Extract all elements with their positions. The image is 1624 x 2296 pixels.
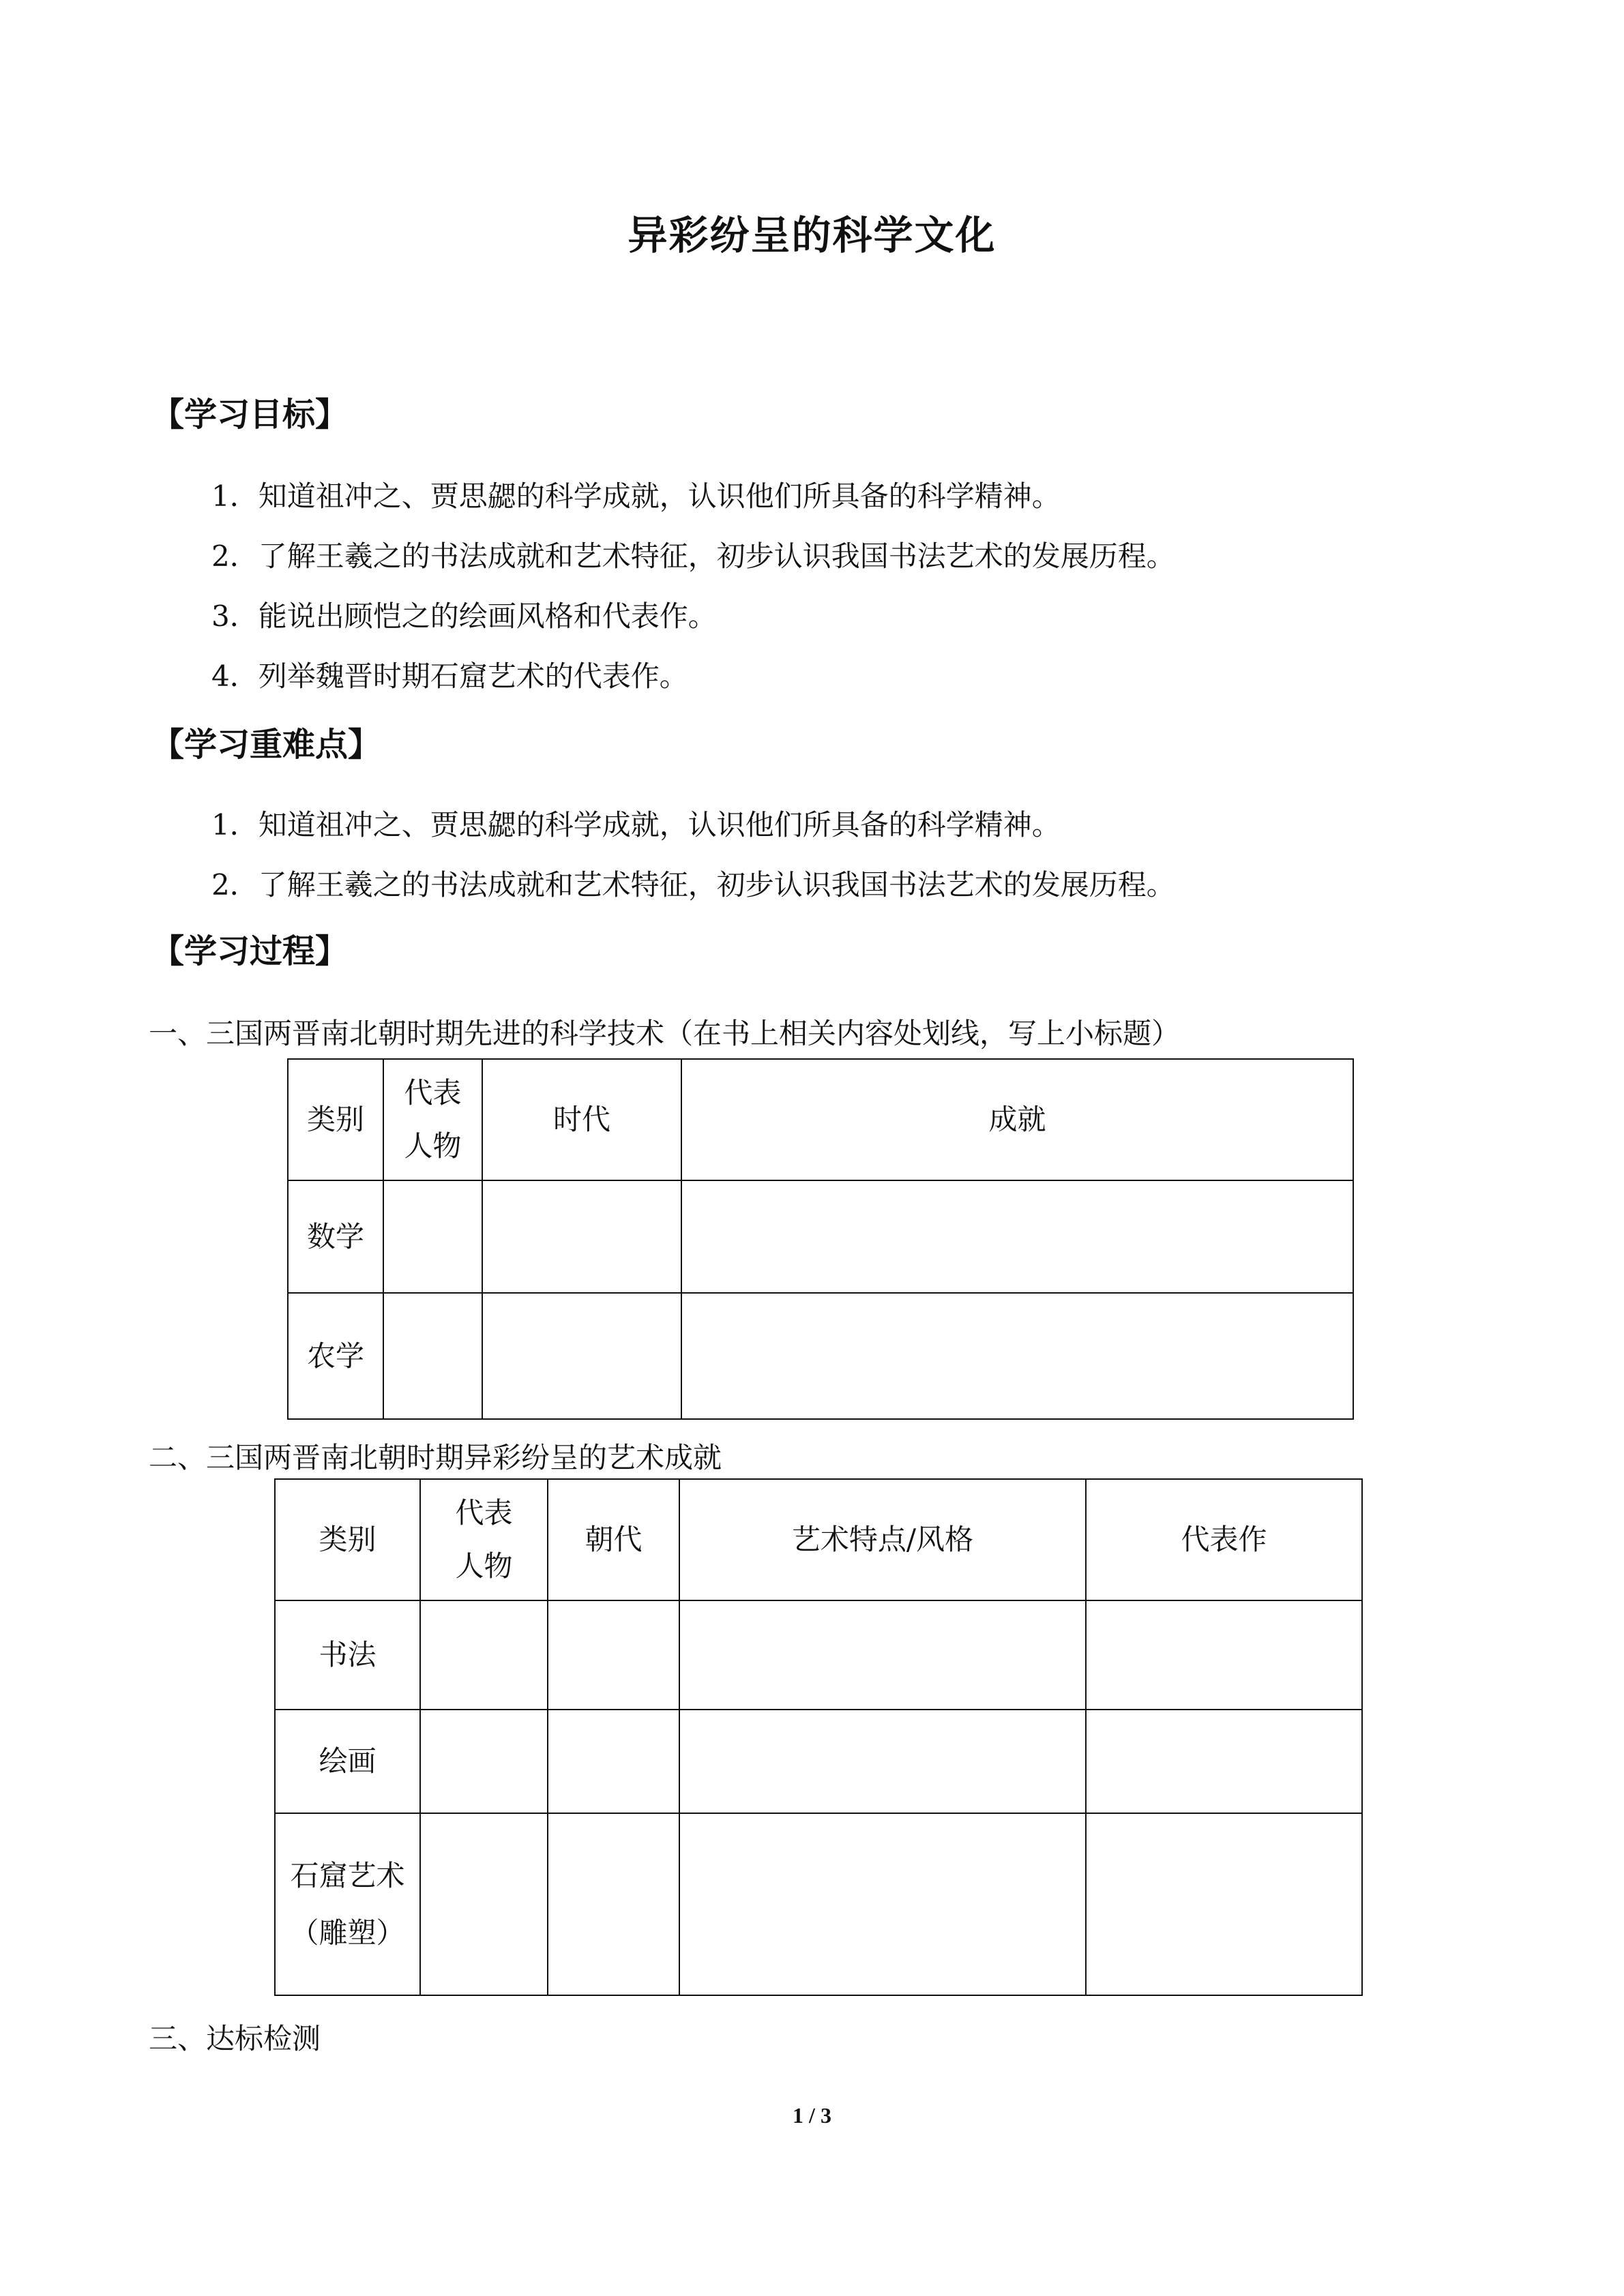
page-title: 异彩纷呈的科学文化 (628, 212, 996, 258)
header-cell: 艺术特点/风格 (679, 1479, 1086, 1600)
table-cell (548, 1813, 679, 1995)
table-cell (681, 1293, 1353, 1419)
table-row (288, 1180, 1353, 1293)
row-label: 绘画 (275, 1710, 420, 1813)
row-label-text: 石窟艺术（雕塑） (290, 1858, 405, 1950)
table-cell (548, 1710, 679, 1813)
table-cell (548, 1600, 679, 1710)
table-row (275, 1813, 1362, 1995)
table-cell (681, 1180, 1353, 1293)
objective-item: 2．了解王羲之的书法成就和艺术特征，初步认识我国书法艺术的发展历程。 (211, 539, 1175, 573)
table-header-row (288, 1059, 1353, 1180)
table-cell (679, 1710, 1086, 1813)
header-cell: 朝代 (548, 1479, 679, 1600)
table-row (288, 1293, 1353, 1419)
section2-title: 二、三国两晋南北朝时期异彩纷呈的艺术成就 (149, 1441, 722, 1474)
key-point-item: 1．知道祖冲之、贾思勰的科学成就，认识他们所具备的科学精神。 (211, 808, 1061, 841)
table-cell (383, 1293, 482, 1419)
table-cell (679, 1813, 1086, 1995)
table-cell (383, 1180, 482, 1293)
header-cell: 类别 (288, 1059, 383, 1180)
objective-item: 3．能说出顾恺之的绘画风格和代表作。 (211, 599, 717, 633)
header-cell: 代表作 (1086, 1479, 1362, 1600)
table-cell (420, 1600, 548, 1710)
header-cell (420, 1479, 548, 1600)
key-points-heading: 【学习重难点】 (151, 726, 381, 764)
header-cell-text: 代表人物 (455, 1496, 513, 1583)
table-row (275, 1600, 1362, 1710)
header-cell: 成就 (681, 1059, 1353, 1180)
table-cell (482, 1293, 681, 1419)
header-cell-text: 代表人物 (404, 1076, 462, 1163)
table-cell (679, 1600, 1086, 1710)
section3-title: 三、达标检测 (149, 2022, 321, 2055)
table-cell (420, 1813, 548, 1995)
table-header-row (275, 1479, 1362, 1600)
objectives-heading: 【学习目标】 (151, 396, 349, 434)
header-cell: 时代 (482, 1059, 681, 1180)
table-cell (1086, 1600, 1362, 1710)
page-number: 1 / 3 (793, 2103, 831, 2128)
header-cell (383, 1059, 482, 1180)
row-label: 数学 (288, 1180, 383, 1293)
header-cell: 类别 (275, 1479, 420, 1600)
row-label: 书法 (275, 1600, 420, 1710)
table-cell (1086, 1813, 1362, 1995)
science-table (287, 1058, 1354, 1420)
table-cell (420, 1710, 548, 1813)
art-table (274, 1478, 1363, 1996)
row-label: 农学 (288, 1293, 383, 1419)
table-row (275, 1710, 1362, 1813)
table-cell (1086, 1710, 1362, 1813)
table-cell (482, 1180, 681, 1293)
process-heading: 【学习过程】 (151, 932, 349, 970)
objective-item: 1．知道祖冲之、贾思勰的科学成就，认识他们所具备的科学精神。 (211, 479, 1061, 513)
key-point-item: 2．了解王羲之的书法成就和艺术特征，初步认识我国书法艺术的发展历程。 (211, 868, 1175, 901)
row-label (275, 1813, 420, 1995)
section1-title: 一、三国两晋南北朝时期先进的科学技术（在书上相关内容处划线，写上小标题） (149, 1017, 1181, 1050)
objective-item: 4．列举魏晋时期石窟艺术的代表作。 (211, 659, 688, 693)
